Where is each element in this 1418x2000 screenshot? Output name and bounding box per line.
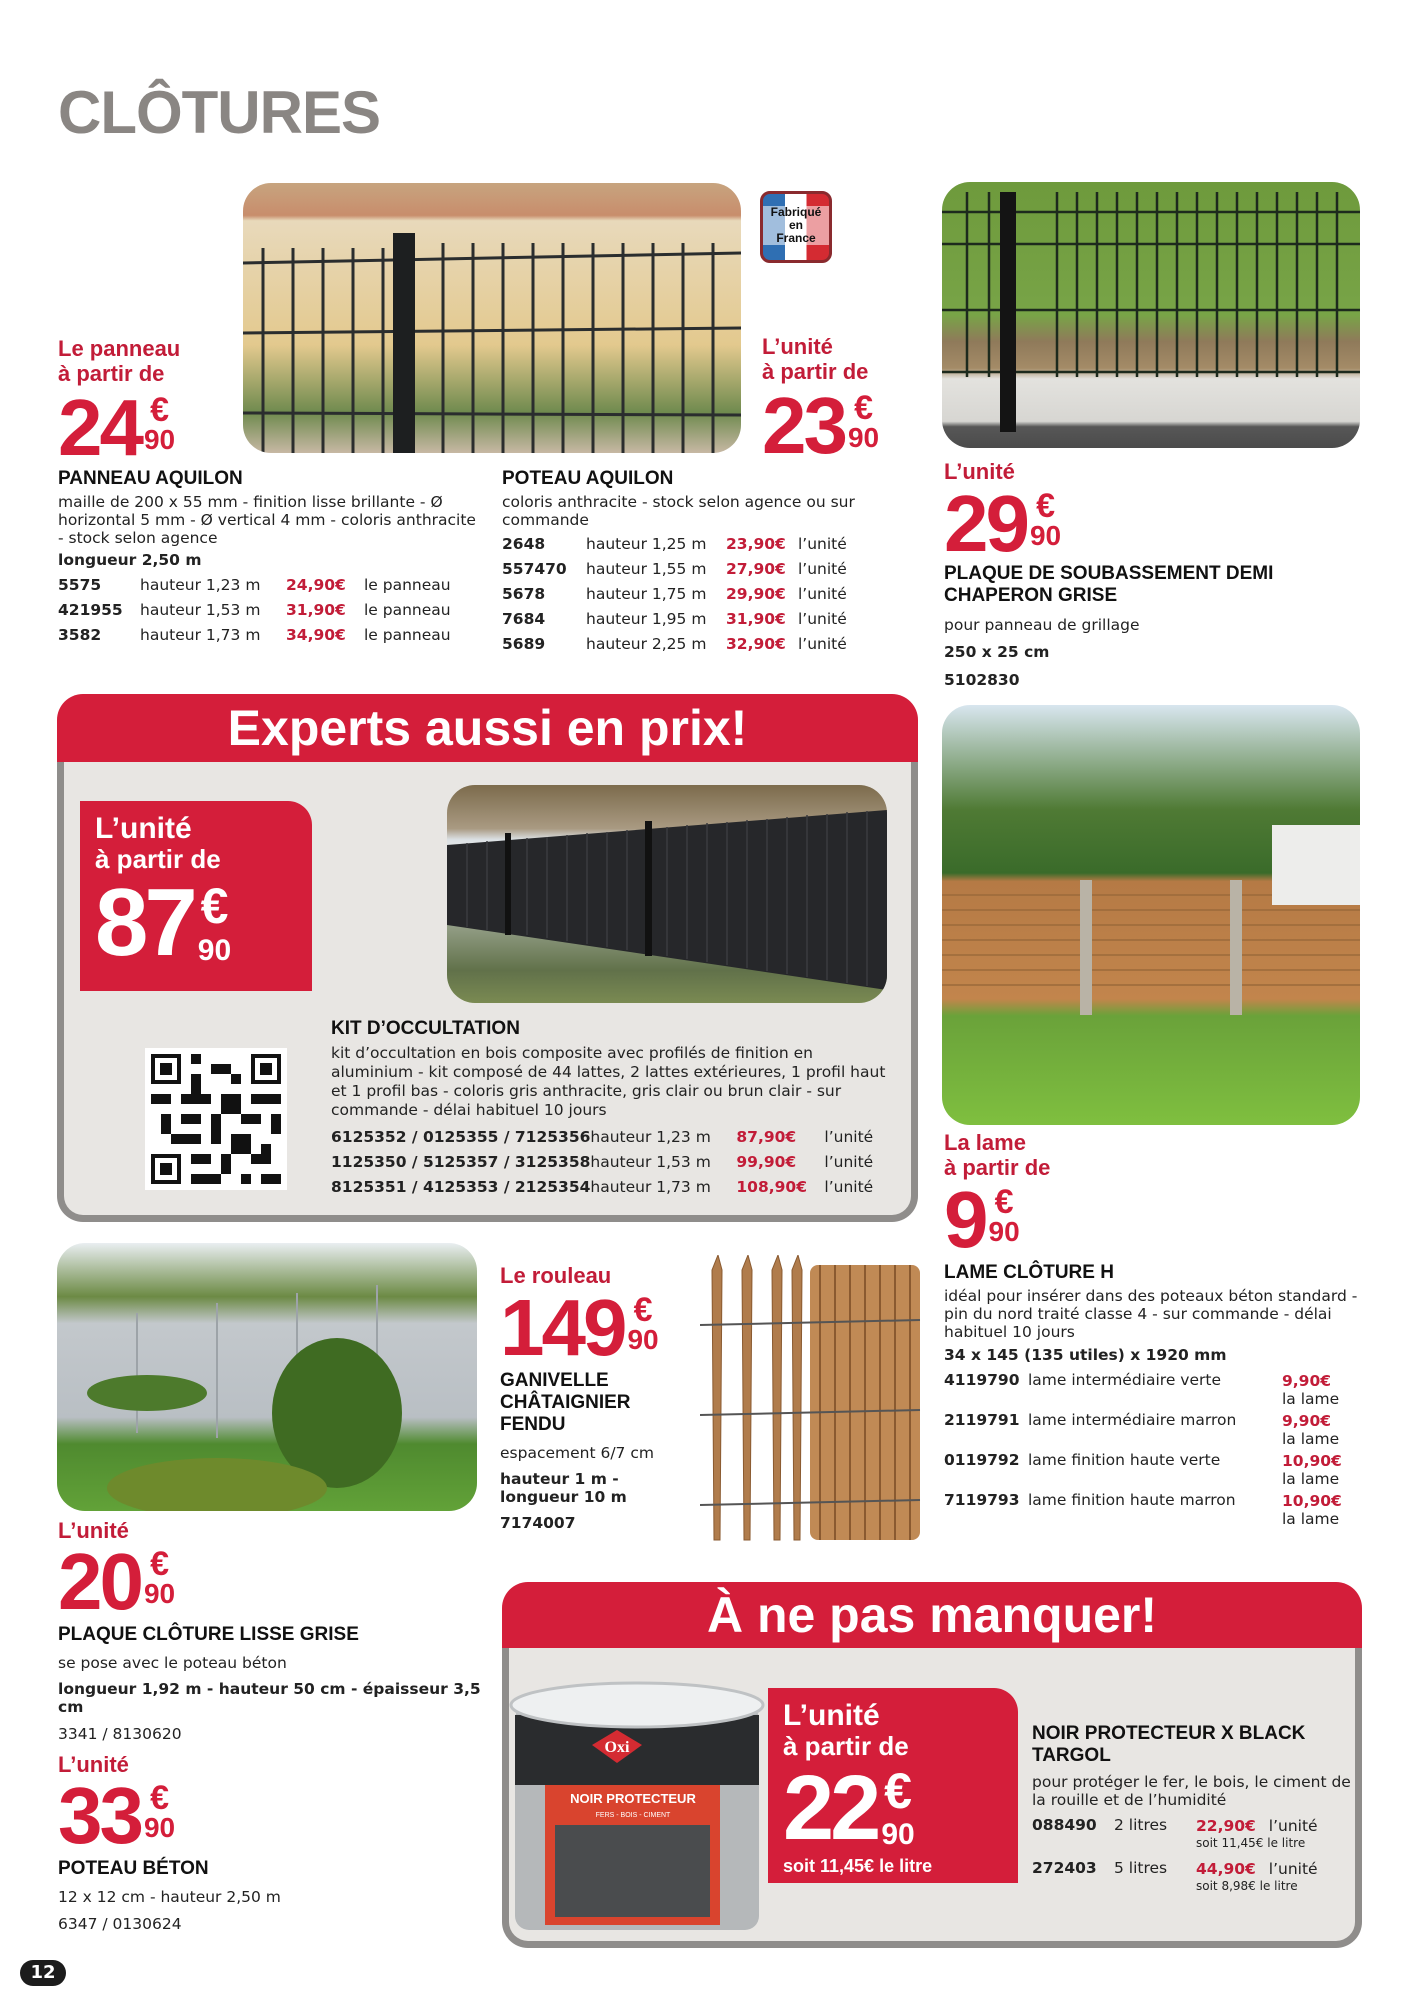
unit-cell: le panneau: [364, 626, 451, 644]
product-title: PANNEAU AQUILON: [58, 468, 243, 489]
price-integer: 33: [58, 1771, 141, 1860]
price-cell: 31,90€: [726, 610, 786, 628]
ref-cell: 4119790: [944, 1371, 1020, 1389]
unit-cell: l’unité: [1268, 1860, 1318, 1878]
unit-cell: l’unité: [798, 535, 847, 553]
product-spacing: espacement 6/7 cm: [500, 1444, 654, 1462]
price-cell: 32,90€: [726, 635, 786, 653]
soubassement-price-label: L’unité: [944, 459, 1015, 484]
badge-line-2: en: [763, 219, 829, 232]
table-row: [944, 1368, 1342, 1408]
fabrique-en-france-badge: [760, 191, 832, 263]
ref-cell: 5678: [502, 585, 546, 603]
price-cell: 9,90€: [1282, 1412, 1332, 1430]
ref-cell: 7119793: [944, 1491, 1020, 1509]
unit-cell: l’unité: [824, 1128, 874, 1146]
poteau-beton-price: [58, 1771, 176, 1860]
euro-sign: €: [150, 1779, 170, 1817]
can-brand: Oxi: [604, 1739, 630, 1756]
poteau-beton-details: [58, 1858, 458, 1933]
poteau-aquilon-price-table: [502, 532, 847, 657]
panneau-aquilon-details: [58, 468, 478, 648]
ref-cell: 5575: [58, 576, 102, 594]
euro-sign: €: [633, 1291, 653, 1329]
lame-price: [944, 1175, 1020, 1264]
product-description: maille de 200 x 55 mm - finition lisse brillante - Ø horizontal 5 mm - Ø vertical 4 mm - coloris anthracite - stock selon agence: [58, 493, 476, 547]
unit-cell: la lame: [1282, 1390, 1340, 1408]
targol-details: [1032, 1723, 1352, 1893]
experts-price: [95, 869, 312, 976]
euro-sign: €: [200, 878, 229, 934]
occultation-details: [331, 1018, 891, 1200]
name-cell: lame intermédiaire verte: [1028, 1371, 1221, 1389]
price-integer: 20: [58, 1537, 141, 1626]
unit-cell: la lame: [1282, 1430, 1340, 1448]
table-row: [944, 1448, 1342, 1488]
volume-cell: 2 litres: [1114, 1816, 1168, 1834]
table-row: [1032, 1813, 1318, 1850]
product-title: LAME CLÔTURE H: [944, 1262, 1114, 1283]
price-cell: 10,90€: [1282, 1452, 1342, 1470]
unit-cell: l’unité: [798, 610, 847, 628]
label-line-1: L’unité: [783, 1699, 880, 1732]
euro-sign: €: [854, 389, 874, 427]
chestnut-fence-graphic: [700, 1255, 930, 1545]
price-cell: 29,90€: [726, 585, 786, 603]
product-description: idéal pour insérer dans des poteaux béton standard - pin du nord traité classe 4 - sur commande - délai habituel 10 jours: [944, 1287, 1358, 1341]
targol-can-image: [497, 1675, 777, 1940]
ref-cell: 088490: [1032, 1816, 1097, 1834]
product-title-line-2: CHÂTAIGNIER: [500, 1392, 631, 1413]
ganivelle-details: [500, 1370, 700, 1532]
unit-cell: la lame: [1282, 1510, 1340, 1528]
height-cell: hauteur 1,23 m: [590, 1128, 711, 1146]
page-title: CLÔTURES: [58, 79, 380, 146]
ref-cell: 3582: [58, 626, 102, 644]
unit-cell: l’unité: [798, 560, 847, 578]
price-cell: 31,90€: [286, 601, 346, 619]
ref-cell: 5689: [502, 635, 546, 653]
unit-cell: l’unité: [798, 635, 847, 653]
name-cell: lame intermédiaire marron: [1028, 1411, 1237, 1429]
product-title: POTEAU BÉTON: [58, 1858, 209, 1879]
table-row: [58, 598, 451, 623]
height-cell: hauteur 1,73 m: [590, 1178, 711, 1196]
page-number: 12: [20, 1960, 66, 1986]
plaque-lisse-price: [58, 1537, 176, 1626]
price-cell: 9,90€: [1282, 1372, 1332, 1390]
volume-cell: 5 litres: [1114, 1859, 1168, 1877]
price-integer: 29: [944, 479, 1027, 568]
panneau-aquilon-image: [243, 183, 741, 453]
per-litre-cell: soit 8,98€ le litre: [1196, 1879, 1298, 1893]
price-cents: 90: [847, 422, 880, 453]
lame-cloture-image: [942, 705, 1360, 1125]
ne-pas-manquer-banner: À ne pas manquer!: [502, 1582, 1362, 1648]
product-description: se pose avec le poteau béton: [58, 1654, 287, 1672]
label-line-1: L’unité: [762, 334, 833, 359]
plaque-lisse-image: [57, 1243, 477, 1511]
lame-details: [944, 1262, 1364, 1528]
badge-line-1: Fabriqué: [763, 206, 829, 219]
price-cell: 87,90€: [736, 1128, 797, 1146]
label-line-2: à partir de: [58, 361, 165, 386]
product-title: NOIR PROTECTEUR X BLACK TARGOL: [1032, 1723, 1306, 1766]
unit-cell: l’unité: [798, 585, 847, 603]
label-line-1: L’unité: [95, 812, 192, 845]
price-cell: 99,90€: [736, 1153, 797, 1171]
height-cell: hauteur 1,95 m: [586, 610, 707, 628]
experts-banner: Experts aussi en prix!: [57, 694, 918, 762]
unit-cell: le panneau: [364, 576, 451, 594]
label-line-2: à partir de: [95, 844, 221, 874]
product-title: POTEAU AQUILON: [502, 468, 674, 489]
ref-cell: 2119791: [944, 1411, 1020, 1429]
product-ref: 3341 / 8130620: [58, 1725, 182, 1743]
price-per-litre: soit 11,45€ le litre: [783, 1856, 933, 1876]
plaque-lisse-details: [58, 1624, 488, 1743]
price-cell: 10,90€: [1282, 1492, 1342, 1510]
price-cents: 90: [143, 424, 176, 455]
height-cell: hauteur 1,73 m: [140, 626, 261, 644]
product-dims: 12 x 12 cm - hauteur 2,50 m: [58, 1888, 281, 1906]
price-cents: 90: [143, 1812, 176, 1843]
product-title-line-1: GANIVELLE: [500, 1370, 609, 1391]
height-cell: hauteur 1,53 m: [590, 1153, 711, 1171]
ref-cell: 557470: [502, 560, 567, 578]
table-row: [502, 532, 847, 557]
label-line-1: La lame: [944, 1130, 1026, 1155]
soubassement-price: [944, 479, 1062, 568]
product-size: 34 x 145 (135 utiles) x 1920 mm: [944, 1346, 1227, 1364]
table-row: [944, 1408, 1342, 1448]
poteau-aquilon-price: [762, 381, 880, 470]
soubassement-image: [942, 182, 1360, 448]
poteau-aquilon-price-label: [762, 334, 868, 384]
can-label: NOIR PROTECTEUR: [570, 1791, 696, 1806]
price-cell: 27,90€: [726, 560, 786, 578]
ref-cell: 1125350 / 5125357 / 3125358: [331, 1153, 591, 1171]
price-cents: 90: [881, 1818, 915, 1851]
product-title-line-3: FENDU: [500, 1414, 566, 1435]
targol-price: [783, 1757, 1018, 1859]
ganivelle-price: [500, 1283, 659, 1372]
ganivelle-image: [700, 1255, 930, 1545]
lame-price-label: [944, 1130, 1050, 1180]
table-row: [944, 1488, 1342, 1528]
price-cell: 24,90€: [286, 576, 346, 594]
product-dims: longueur 1,92 m - hauteur 50 cm - épaisseur 3,5 cm: [58, 1680, 481, 1716]
height-cell: hauteur 1,25 m: [586, 535, 707, 553]
euro-sign: €: [994, 1183, 1014, 1221]
product-length: longueur 2,50 m: [58, 551, 202, 569]
unit-cell: la lame: [1282, 1470, 1340, 1488]
mesh-fence-graphic: [243, 183, 741, 453]
poteau-aquilon-details: [502, 468, 912, 657]
targol-price-tag: [768, 1688, 1018, 1883]
table-row: [502, 557, 847, 582]
table-row: [331, 1125, 873, 1150]
price-cents: 90: [143, 1578, 176, 1609]
price-cents: 90: [627, 1324, 659, 1355]
price-cell: 44,90€: [1196, 1860, 1256, 1878]
ref-cell: 421955: [58, 601, 123, 619]
price-integer: 87: [95, 869, 194, 976]
ganivelle-price-label: Le rouleau: [500, 1263, 612, 1288]
product-dims: hauteur 1 m - longueur 10 m: [500, 1470, 627, 1506]
euro-sign: €: [150, 1545, 170, 1583]
qr-code-icon: [151, 1054, 281, 1184]
paint-can-graphic: [497, 1675, 777, 1940]
label-line-2: à partir de: [944, 1155, 1051, 1180]
table-row: [502, 632, 847, 657]
product-title: PLAQUE CLÔTURE LISSE GRISE: [58, 1624, 359, 1645]
price-integer: 9: [944, 1175, 986, 1264]
price-integer: 24: [58, 383, 141, 472]
wood-fence-graphic: [942, 705, 1360, 1125]
unit-cell: l’unité: [824, 1178, 874, 1196]
label-line-1: Le panneau: [58, 336, 181, 361]
product-ref: 5102830: [944, 671, 1020, 689]
can-sub: FERS - BOIS - CIMENT: [595, 1812, 671, 1819]
table-row: [502, 582, 847, 607]
per-litre-cell: soit 11,45€ le litre: [1196, 1836, 1306, 1850]
product-title: PLAQUE DE SOUBASSEMENT DEMI CHAPERON GRISE: [944, 563, 1274, 606]
height-cell: hauteur 1,75 m: [586, 585, 707, 603]
unit-cell: le panneau: [364, 601, 451, 619]
name-cell: lame finition haute marron: [1028, 1491, 1236, 1509]
product-ref: 7174007: [500, 1514, 576, 1532]
height-cell: hauteur 2,25 m: [586, 635, 707, 653]
occultation-price-table: [331, 1125, 873, 1200]
ref-cell: 0119792: [944, 1451, 1020, 1469]
price-cell: 34,90€: [286, 626, 346, 644]
ref-cell: 8125351 / 4125353 / 2125354: [331, 1178, 591, 1196]
lame-price-table: [944, 1368, 1342, 1528]
price-cents: 90: [1029, 520, 1062, 551]
unit-cell: l’unité: [824, 1153, 874, 1171]
table-row: [1032, 1850, 1318, 1893]
label-line-2: à partir de: [783, 1731, 909, 1761]
price-cell: 22,90€: [1196, 1817, 1256, 1835]
price-cents: 90: [988, 1216, 1020, 1247]
panneau-price: [58, 383, 176, 472]
product-description: coloris anthracite - stock selon agence ou sur commande: [502, 493, 855, 529]
table-row: [502, 607, 847, 632]
euro-sign: €: [150, 391, 170, 429]
price-cell: 108,90€: [736, 1178, 807, 1196]
product-description: pour protéger le fer, le bois, le ciment de la rouille et de l’humidité: [1032, 1773, 1351, 1809]
price-integer: 149: [500, 1283, 625, 1372]
soubassement-details: [944, 563, 1344, 689]
table-row: [58, 573, 451, 598]
product-ref: 6347 / 0130624: [58, 1915, 182, 1933]
product-size: 250 x 25 cm: [944, 643, 1050, 661]
experts-price-tag: [80, 801, 312, 991]
mesh-fence-graphic: [942, 182, 1360, 448]
product-description: kit d’occultation en bois composite avec profilés de finition en aluminium - kit composé de 44 lattes, 2 lattes extérieures, 1 profil haut et 1 profil bas - coloris gris anthracite, gris clair ou brun clair - sur commande - délai habituel 10 jours: [331, 1044, 886, 1119]
price-integer: 22: [783, 1757, 878, 1859]
plaque-lisse-price-label: L’unité: [58, 1518, 129, 1543]
name-cell: lame finition haute verte: [1028, 1451, 1221, 1469]
occultation-image: [447, 785, 887, 1003]
ref-cell: 7684: [502, 610, 546, 628]
concrete-fence-graphic: [57, 1243, 477, 1511]
height-cell: hauteur 1,53 m: [140, 601, 261, 619]
euro-sign: €: [884, 1763, 912, 1819]
panneau-price-label: [58, 336, 180, 386]
ref-cell: 6125352 / 0125355 / 7125356: [331, 1128, 591, 1146]
occultation-fence-graphic: [447, 785, 887, 1003]
occultation-qr-code[interactable]: [145, 1048, 287, 1190]
unit-cell: l’unité: [1268, 1817, 1318, 1835]
euro-sign: €: [1036, 487, 1056, 525]
product-title: KIT D’OCCULTATION: [331, 1018, 520, 1039]
product-description: pour panneau de grillage: [944, 616, 1140, 634]
table-row: [58, 623, 451, 648]
panneau-price-table: [58, 573, 451, 648]
price-integer: 23: [762, 381, 845, 470]
badge-line-3: France: [763, 232, 829, 245]
ref-cell: 2648: [502, 535, 546, 553]
table-row: [331, 1150, 873, 1175]
height-cell: hauteur 1,23 m: [140, 576, 261, 594]
price-cents: 90: [197, 934, 232, 967]
height-cell: hauteur 1,55 m: [586, 560, 707, 578]
poteau-beton-price-label: L’unité: [58, 1752, 129, 1777]
table-row: [331, 1175, 873, 1200]
price-cell: 23,90€: [726, 535, 786, 553]
label-line-2: à partir de: [762, 359, 869, 384]
ref-cell: 272403: [1032, 1859, 1097, 1877]
targol-price-table: [1032, 1813, 1318, 1893]
